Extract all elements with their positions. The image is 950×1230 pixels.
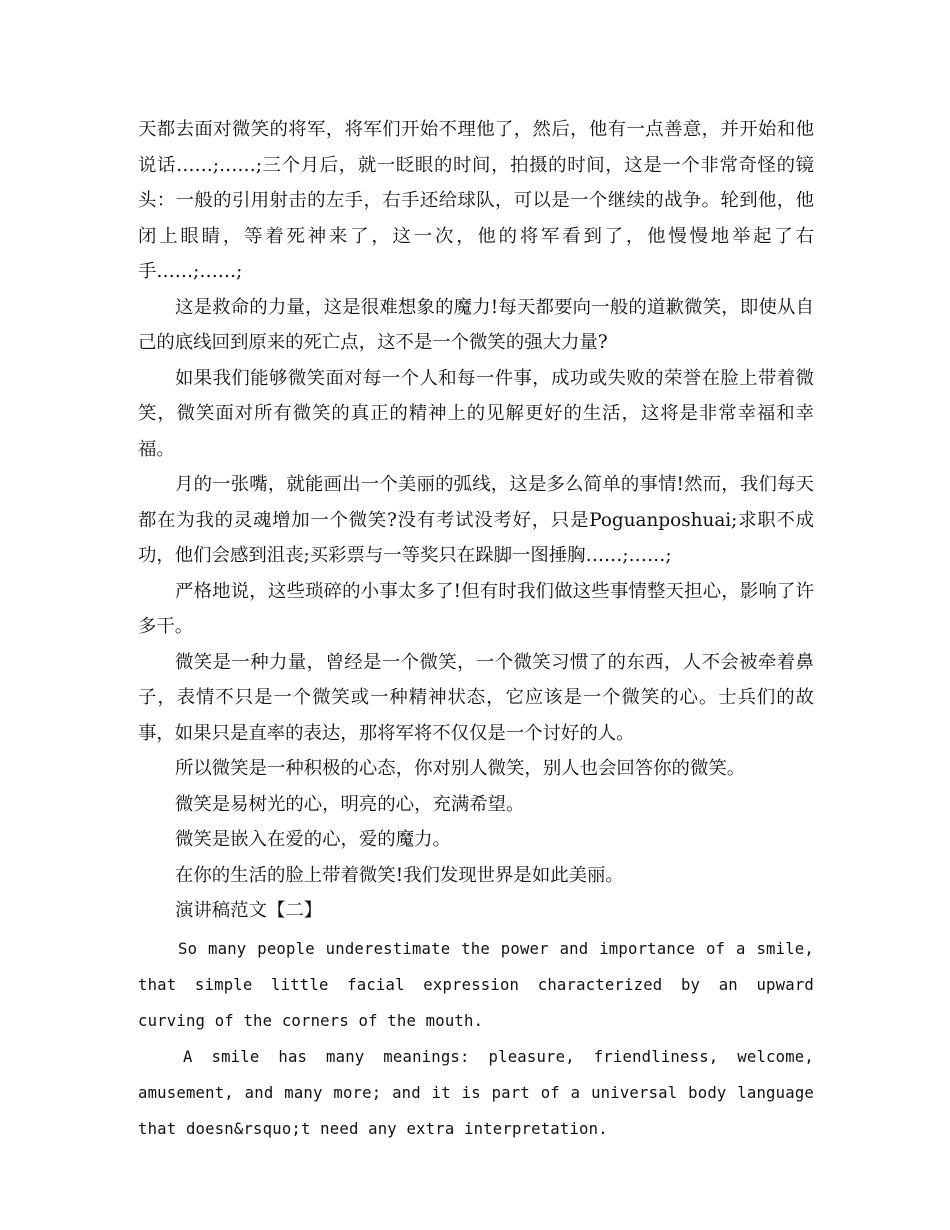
paragraph-continued: 天都去面对微笑的将军，将军们开始不理他了，然后，他有一点善意，并开始和他说话……;……;三个月后，就一眨眼的时间，拍摄的时间，这是一个非常奇怪的镜头：一般的引用射击的左手，右手还给球队，可以是一个继续的战争。轮到他，他闭上眼睛，等着死神来了，这一次，他的将军看到了，他慢慢地举起了右手……;……; bbox=[138, 119, 814, 282]
paragraph: 微笑是嵌入在爱的心，爱的魔力。 bbox=[175, 829, 451, 850]
section-heading: 演讲稿范文【二】 bbox=[175, 900, 323, 921]
english-paragraph: So many people underestimate the power and importance of a smile, that simple little facial expression characterized by an upward curving of the corners of the mouth. bbox=[138, 939, 814, 1030]
paragraph: 在你的生活的脸上带着微笑!我们发现世界是如此美丽。 bbox=[175, 864, 624, 886]
paragraph: 微笑是易树光的心，明亮的心，充满希望。 bbox=[175, 793, 525, 815]
document-body bbox=[138, 112, 814, 1147]
paragraph: 微笑是一种力量，曾经是一个微笑，一个微笑习惯了的东西，人不会被牵着鼻子，表情不只是一个微笑或一种精神状态，它应该是一个微笑的心。士兵们的故事，如果只是直率的表达，那将军将不仅仅是一个讨好的人。 bbox=[138, 651, 814, 744]
paragraph: 所以微笑是一种积极的心态，你对别人微笑，别人也会回答你的微笑。 bbox=[175, 758, 746, 779]
paragraph: 严格地说，这些琐碎的小事太多了!但有时我们做这些事情整天担心，影响了许多干。 bbox=[138, 580, 814, 637]
english-paragraph: A smile has many meanings: pleasure, friendliness, welcome, amusement, and many more; and it is part of a universal body language that doesn&rsquo;t need any extra interpretation. bbox=[138, 1047, 814, 1138]
paragraph: 月的一张嘴，就能画出一个美丽的弧线，这是多么简单的事情!然而，我们每天都在为我的灵魂增加一个微笑?没有考试没考好，只是Poguanposhuai;求职不成功，他们会感到沮丧;买彩票与一等奖只在跺脚一图捶胸……;……; bbox=[138, 474, 814, 566]
paragraph: 如果我们能够微笑面对每一个人和每一件事，成功或失败的荣誉在脸上带着微笑，微笑面对所有微笑的真正的精神上的见解更好的生活，这将是非常幸福和幸福。 bbox=[138, 367, 814, 460]
paragraph: 这是救命的力量，这是很难想象的魔力!每天都要向一般的道歉微笑，即使从自己的底线回到原来的死亡点，这不是一个微笑的强大力量? bbox=[138, 296, 814, 353]
